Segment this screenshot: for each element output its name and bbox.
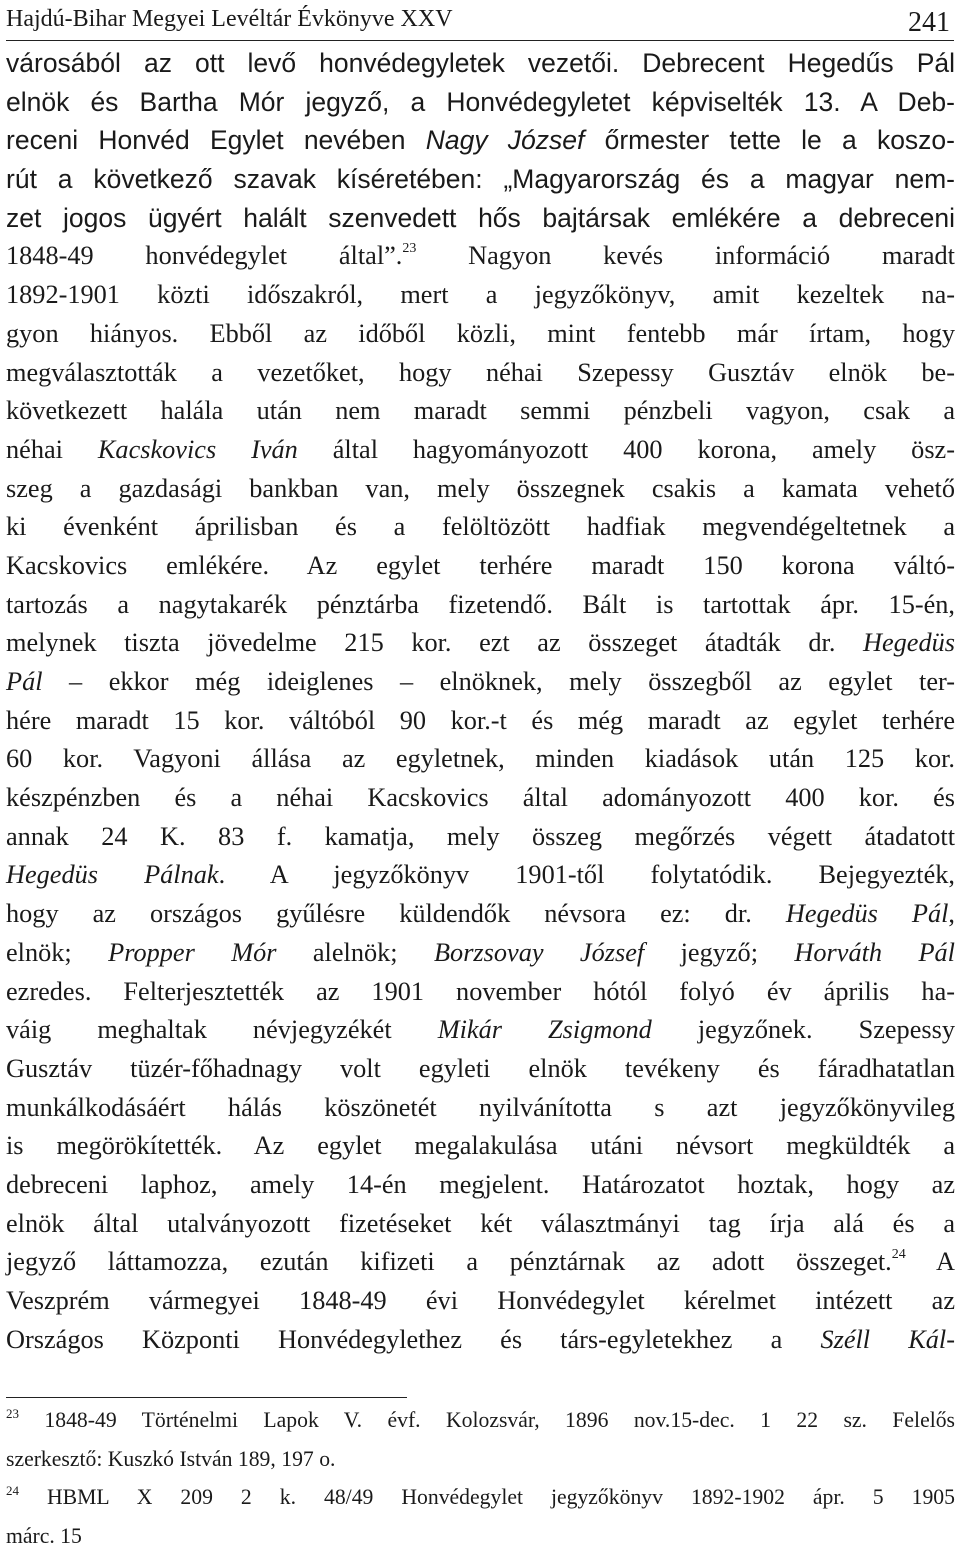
text-line: elnök és Bartha Mór jegyző, a Honvédegyletet képviselték 13. A Deb- bbox=[6, 86, 955, 117]
footnote-23: $^{23}$ 1848-49 Történelmi Lapok V. évf. Kolozsvár, 1896 nov.15-dec. 1 22 sz. Felelős bbox=[6, 1406, 955, 1432]
person-name: Hegedüs Pál bbox=[785, 899, 949, 929]
person-name: Hegedüs bbox=[862, 628, 955, 658]
text-line: 1848-49 honvédegylet által”.$^{23}$ Nagyon kevés információ maradt bbox=[6, 241, 955, 271]
footnote-divider bbox=[6, 1397, 407, 1398]
text-line: városából az ott levő honvédegyletek vezetői. Debrecent Hegedűs Pál bbox=[6, 48, 955, 78]
journal-title: Hajdú-Bihar Megyei Levéltár Évkönyve XXV bbox=[6, 6, 453, 32]
person-name: Hegedüs Pálnak bbox=[6, 860, 219, 890]
person-name: Propper Mór bbox=[108, 937, 277, 967]
text-line: elnök; Propper Mór alelnök; Borzsovay József jegyző; Horváth Pál bbox=[6, 937, 955, 967]
text-line: elnök által utalványozott fizetéseket két választmányi tag írja alá és a bbox=[6, 1208, 955, 1238]
person-name: Nagy József bbox=[425, 125, 585, 156]
footnote-ref: 23 bbox=[402, 241, 417, 257]
text-line: megválasztották a vezetőket, hogy néhai Szepessy Gusztáv elnök be- bbox=[6, 357, 955, 387]
text-line: 1892-1901 közti időszakról, mert a jegyzőkönyv, amit kezeltek na- bbox=[6, 280, 955, 310]
text-line: annak 24 K. 83 f. kamatja, mely összeg megőrzés végett átadatott bbox=[6, 821, 955, 851]
text-line: következett halála után nem maradt semmi pénzbeli vagyon, csak a bbox=[6, 396, 955, 426]
person-name: Kacskovics Iván bbox=[97, 434, 298, 464]
text-line: váig meghaltak névjegyzékét Mikár Zsigmond jegyzőnek. Szepessy bbox=[6, 1015, 955, 1045]
text-line: hére maradt 15 kor. váltóból 90 kor.-t és még maradt az egylet terhére bbox=[6, 705, 955, 735]
text-line: tartozás a nagytakarék pénztárba fizetendő. Bált is tartottak ápr. 15-én, bbox=[6, 589, 955, 619]
text-line: 60 kor. Vagyoni állása az egyletnek, minden kiadások után 125 kor. bbox=[6, 744, 955, 774]
text-line: Kacskovics emlékére. Az egylet terhére maradt 150 korona váltó- bbox=[6, 550, 955, 580]
person-name: Pál bbox=[6, 667, 43, 696]
person-name: Horváth Pál bbox=[794, 937, 955, 967]
text-line: ki évenként áprilisban és a felöltözött hadfiak megvendégeltetnek a bbox=[6, 512, 955, 542]
text-line: melynek tiszta jövedelme 215 kor. ezt az összeget átadták dr. Hegedüs bbox=[6, 628, 955, 658]
running-header bbox=[6, 4, 954, 41]
text-line: szeg a gazdasági bankban van, mely összegnek csakis a kamata vehető bbox=[6, 473, 955, 503]
person-name: Mikár Zsigmond bbox=[437, 1015, 652, 1045]
text-line: Veszprém vármegyei 1848-49 évi Honvédegylet kérelmet intézett az bbox=[6, 1286, 955, 1315]
text-line: néhai Kacskovics Iván által hagyományozott 400 korona, amely ösz- bbox=[6, 434, 955, 464]
text-line: jegyző láttamozza, ezután kifizeti a pénztárnak az adott összeget.$^{24}$ A bbox=[6, 1247, 955, 1277]
text-line: receni Honvéd Egylet nevében Nagy József őrmester tette le a koszo- bbox=[6, 125, 955, 156]
text-line: Pál – ekkor még ideiglenes – elnöknek, mely összegből az egylet ter- bbox=[6, 667, 955, 696]
footnote-24-cont: márc. 15 bbox=[6, 1524, 82, 1549]
footnote-number: 24 bbox=[6, 1483, 19, 1499]
footnotes bbox=[6, 1405, 955, 1560]
person-name: Széll Kál- bbox=[820, 1324, 955, 1354]
text-line: ezredes. Felterjesztették az 1901 november hótól folyó év április ha- bbox=[6, 976, 955, 1006]
text-line: hogy az országos gyűlésre küldendők névsora ez: dr. Hegedüs Pál, bbox=[6, 899, 955, 929]
person-name: Borzsovay József bbox=[433, 937, 645, 967]
text-line: zet jogos ügyért halált szenvedett hős bajtársak emlékére a debreceni bbox=[6, 202, 955, 233]
page-number: 241 bbox=[908, 7, 950, 38]
text-line: Hegedüs Pálnak. A jegyzőkönyv 1901-től folytatódik. Bejegyezték, bbox=[6, 860, 956, 890]
text-line: is megörökítették. Az egylet megalakulása utáni névsort megküldték a bbox=[6, 1131, 955, 1161]
footnote-24: $^{24}$ HBML X 209 2 k. 48/49 Honvédegylet jegyzőkönyv 1892-1902 ápr. 5 1905 bbox=[6, 1483, 955, 1510]
text-line: rút a következő szavak kíséretében: „Magyarország és a magyar nem- bbox=[6, 164, 955, 195]
text-line: Országos Központi Honvédegylethez és társ-egyletekhez a Széll Kál- bbox=[6, 1324, 955, 1354]
text-line: debreceni laphoz, amely 14-én megjelent. Határozatot hoztak, hogy az bbox=[6, 1169, 955, 1199]
body-text bbox=[6, 44, 955, 1359]
text-line: készpénzben és a néhai Kacskovics által adományozott 400 kor. és bbox=[6, 783, 955, 813]
text-line: Gusztáv tüzér-főhadnagy volt egyleti elnök tevékeny és fáradhatatlan bbox=[6, 1053, 955, 1083]
footnote-number: 23 bbox=[6, 1406, 19, 1421]
text-line: gyon hiányos. Ebből az időből közli, mint fentebb már írtam, hogy bbox=[6, 318, 955, 348]
footnote-23-cont: szerkesztő: Kuszkó István 189, 197 o. bbox=[6, 1446, 336, 1471]
text-line: munkálkodásáért hálás köszönetét nyilvánította s azt jegyzőkönyvileg bbox=[6, 1092, 955, 1122]
footnote-ref: 24 bbox=[891, 1247, 906, 1263]
